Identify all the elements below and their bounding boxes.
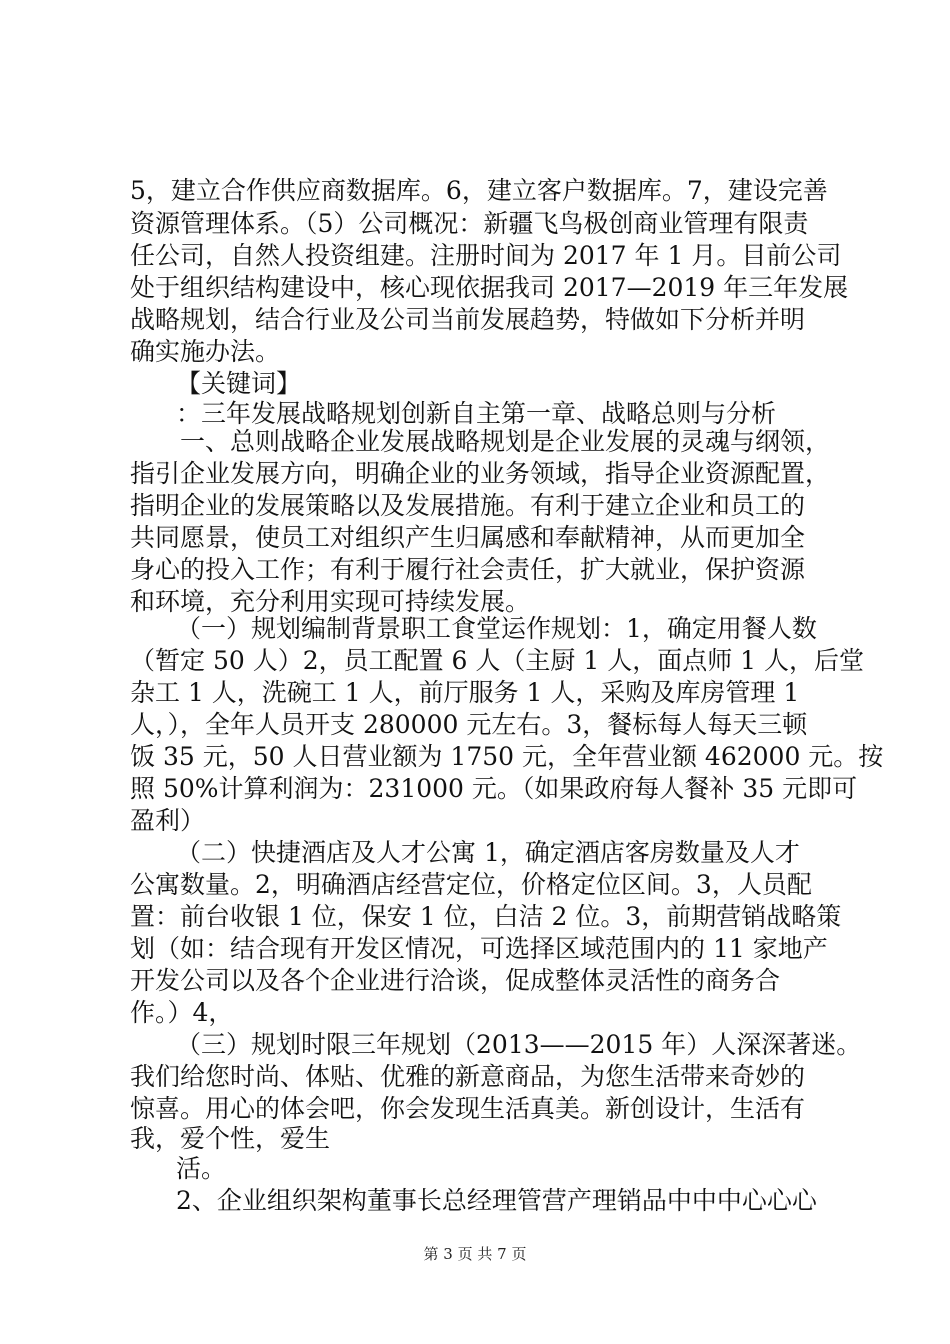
text-line: 任公司，自然人投资组建。注册时间为 2017 年 1 月。目前公司 [130,241,842,270]
text-line: 身心的投入工作；有利于履行社会责任，扩大就业，保护资源 [130,555,806,584]
text-line: 作。）4， [130,998,234,1027]
text-line: 和环境，充分利用实现可持续发展。 [130,587,531,616]
text-line: 战略规划，结合行业及公司当前发展趋势，特做如下分析并明 [130,305,806,334]
keywords-heading: 【关键词】 [176,369,302,398]
text-line: 指明企业的发展策略以及发展措施。有利于建立企业和员工的 [130,491,806,520]
text-line: ：三年发展战略规划创新自主第一章、战略总则与分析 [176,399,777,428]
text-line: （暂定 50 人）2，员工配置 6 人（主厨 1 人，面点师 1 人，后堂 [130,646,865,675]
text-line: 处于组织结构建设中，核心现依据我司 2017—2019 年三年发展 [130,273,849,302]
text-line: 惊喜。用心的体会吧，你会发现生活真美。新创设计，生活有 [130,1094,806,1123]
text-line: 一、总则战略企业发展战略规划是企业发展的灵魂与纲领， [180,427,831,456]
text-line: 我，爱个性，爱生 [130,1124,331,1153]
text-line: 确实施办法。 [130,337,281,366]
text-line: 开发公司以及各个企业进行洽谈，促成整体灵活性的商务合 [130,966,781,995]
text-line: 饭 35 元，50 人日营业额为 1750 元，全年营业额 462000 元。按 [130,742,884,771]
text-line: 2、企业组织架构董事长总经理管营产理销品中中中心心心 [176,1186,817,1215]
text-line: 人，），全年人员开支 280000 元左右。3，餐标每人每天三顿 [130,710,808,739]
text-line: 活。 [176,1154,227,1183]
text-line: 指引企业发展方向，明确企业的业务领域，指导企业资源配置， [130,459,831,488]
text-line: 5，建立合作供应商数据库。6，建立客户数据库。7，建设完善 [130,176,828,205]
text-line: 资源管理体系。（5）公司概况：新疆飞鸟极创商业管理有限责 [130,209,809,238]
text-line: 盈利） [130,806,206,835]
page-number-footer: 第 3 页 共 7 页 [423,1245,527,1263]
text-line: （三）规划时限三年规划（2013——2015 年）人深深著迷。 [176,1030,862,1059]
text-line: 共同愿景，使员工对组织产生归属感和奉献精神，从而更加全 [130,523,806,552]
text-line: 杂工 1 人，洗碗工 1 人，前厅服务 1 人，采购及库房管理 1 [130,678,800,707]
text-line: 划（如：结合现有开发区情况，可选择区域范围内的 11 家地产 [130,934,828,963]
text-line: 公寓数量。2，明确酒店经营定位，价格定位区间。3，人员配 [130,870,812,899]
text-line: 置：前台收银 1 位，保安 1 位，白洁 2 位。3，前期营销战略策 [130,902,842,931]
text-line: （二）快捷酒店及人才公寓 1，确定酒店客房数量及人才 [176,838,800,867]
text-line: 我们给您时尚、体贴、优雅的新意商品，为您生活带来奇妙的 [130,1062,806,1091]
text-line: 照 50%计算利润为：231000 元。（如果政府每人餐补 35 元即可 [130,774,858,803]
text-line: （一）规划编制背景职工食堂运作规划：1，确定用餐人数 [176,614,817,643]
